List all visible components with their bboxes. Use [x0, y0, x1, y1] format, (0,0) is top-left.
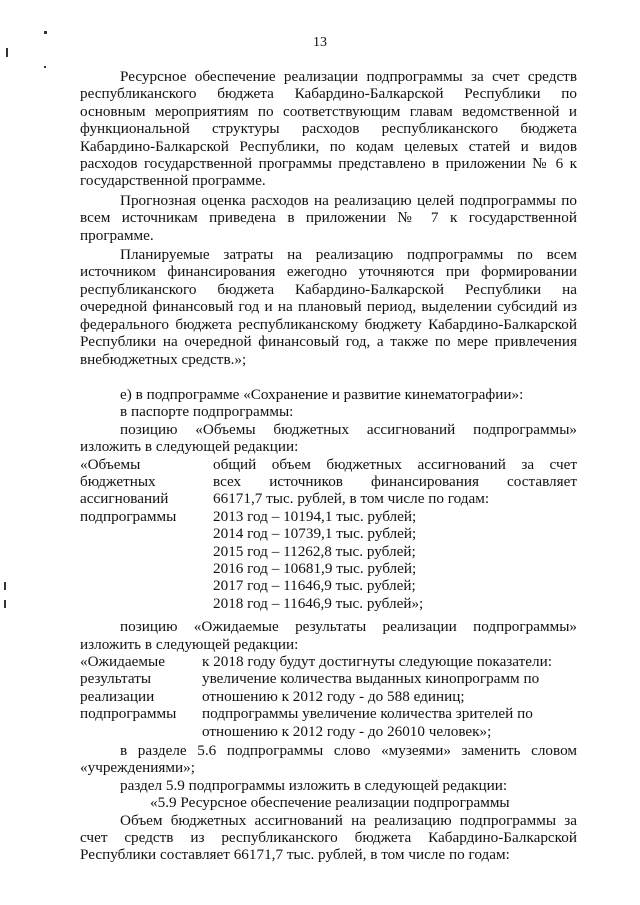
page-number: 13: [313, 35, 327, 50]
results-value-line: отношению к 2012 году - до 588 единиц;: [202, 687, 465, 705]
results-value-line: к 2018 году будут достигнуты следующие показатели:: [202, 653, 552, 670]
volumes-value-line: общий объем бюджетных ассигнований за счет: [213, 455, 577, 473]
results-label-line: реализации: [80, 687, 155, 705]
paragraph-forecast: Прогнозная оценка расходов на реализацию целей подпрограммы по всем источникам приведена в приложении № 7 к государственной программе.: [80, 191, 577, 244]
year-amount-line: 2013 год – 10194,1 тыс. рублей;: [213, 507, 417, 525]
year-amount-line: 2014 год – 10739,1 тыс. рублей;: [213, 525, 417, 543]
volumes-value-line: 66171,7 тыс. рублей, в том числе по годам:: [213, 490, 490, 508]
item-e: е) в подпрограмме «Сохранение и развитие кинематографии»:: [120, 385, 524, 403]
volumes-value-line: всех источников финансирования составляет: [213, 472, 577, 490]
position-volumes: позицию «Объемы бюджетных ассигнований подпрограммы» изложить в следующей редакции:: [80, 420, 577, 456]
year-amount-line: 2018 год – 11646,9 тыс. рублей»;: [213, 594, 424, 612]
results-label-line: «Ожидаемые: [80, 653, 165, 670]
scan-mark: [4, 582, 6, 590]
results-value-line: подпрограммы увеличение количества зрителей по: [202, 705, 533, 723]
results-label-cell: [80, 653, 202, 740]
heading-5-9: «5.9 Ресурсное обеспечение реализации подпрограммы: [150, 794, 510, 812]
scan-mark: [4, 600, 6, 608]
paragraph-resource-provision: Ресурсное обеспечение реализации подпрограммы за счет средств республиканского бюджета Кабардино-Балкарской Республики по основным мероприятиям по соответствующим главам ведомственной и функциональной структуры расходов республиканского бюджета Кабардино-Балкарской Республики, по кодам целевых статей и видов расходов государственной программы представлено в приложении № 6 к государственной программе.: [80, 68, 577, 190]
year-amount-line: 2015 год – 11262,8 тыс. рублей;: [213, 542, 416, 560]
section-5-6: в разделе 5.6 подпрограммы слово «музеями» заменить словом «учреждениями»;: [80, 742, 577, 777]
results-label-line: результаты: [80, 670, 152, 688]
results-value-line: увеличение количества выданных кинопрограмм по: [202, 670, 540, 688]
document-body: [80, 68, 577, 864]
results-value-line: отношению к 2012 году - до 26010 человек»;: [202, 722, 492, 740]
year-amount-line: 2016 год – 10681,9 тыс. рублей;: [213, 559, 417, 577]
paragraph-volume: Объем бюджетных ассигнований на реализацию подпрограммы за счет средств из республиканского бюджета Кабардино-Балкарской Республики составляет 66171,7 тыс. рублей, в том числе по годам:: [80, 811, 577, 864]
volumes-value-cell: [213, 456, 577, 613]
results-table: [80, 653, 577, 740]
volumes-label-line: подпрограммы: [80, 507, 177, 525]
results-value-cell: [202, 653, 577, 740]
position-results: позицию «Ожидаемые результаты реализации подпрограммы» изложить в следующей редакции:: [80, 618, 577, 653]
paragraph-planned-costs: Планируемые затраты на реализацию подпрограммы по всем источником финансирования ежегодно уточняются при формировании республиканского бюджета Кабардино-Балкарской Республики на очередной финансовый год и на плановый период, выделении субсидий из федерального бюджета республиканскому бюджету Кабардино-Балкарской Республики на очередной финансовый год, а также по мере привлечения внебюджетных средств.»;: [80, 246, 577, 368]
in-passport: в паспорте подпрограммы:: [120, 403, 294, 421]
volumes-label-line: бюджетных: [80, 472, 156, 490]
volumes-label-cell: [80, 456, 213, 613]
volumes-label-line: ассигнований: [80, 490, 169, 508]
year-amount-line: 2017 год – 11646,9 тыс. рублей;: [213, 577, 416, 595]
results-label-line: подпрограммы: [80, 705, 177, 723]
section-5-9: раздел 5.9 подпрограммы изложить в следующей редакции:: [120, 776, 508, 794]
scan-mark: [44, 66, 46, 68]
volumes-label-line: «Объемы: [80, 455, 141, 473]
volumes-table: [80, 456, 577, 613]
